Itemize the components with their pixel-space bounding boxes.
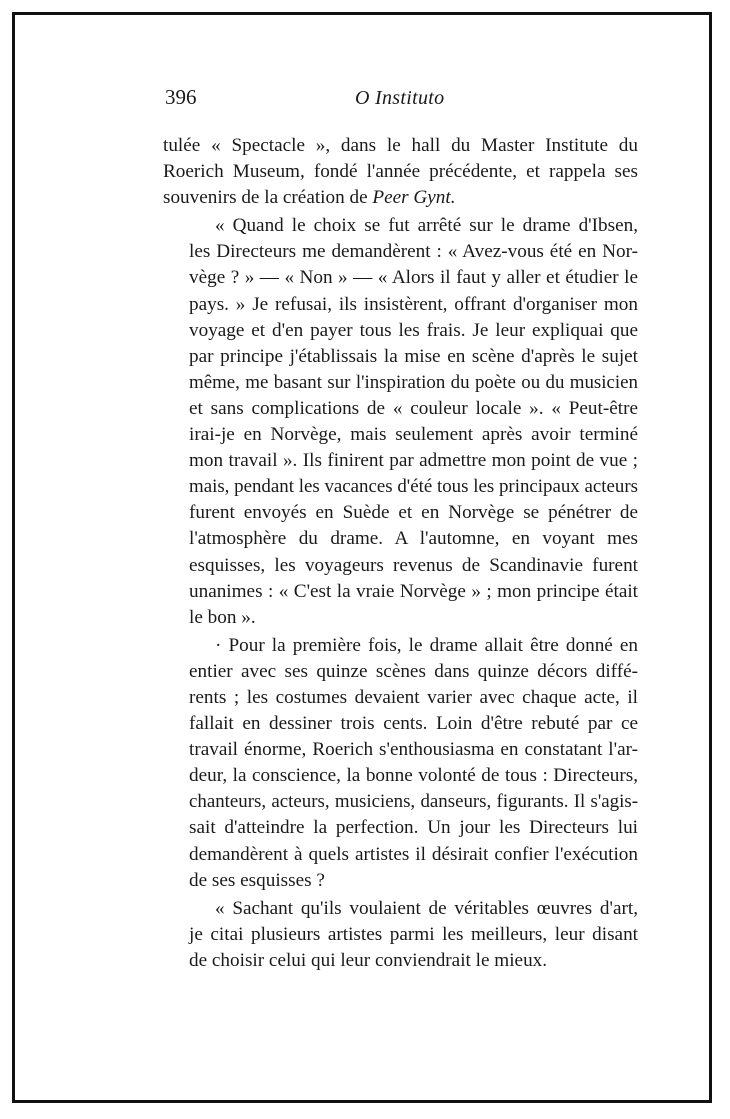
- paragraph-2: [163, 213, 638, 631]
- running-title: O Instituto: [355, 87, 445, 109]
- text-line: [163, 185, 638, 211]
- text-line: pays. » Je refusai, ils insistèrent, offrant d'organiser mon: [189, 293, 638, 315]
- paragraph-1: [163, 133, 638, 211]
- text-line: esquisses, les voyageurs revenus de Scandinavie furent: [189, 554, 638, 576]
- text-line: par principe j'établissais la mise en scène d'après le sujet: [189, 345, 638, 367]
- text-line: travail énorme, Roerich s'enthousiasma en constatant l'ar-: [189, 739, 638, 761]
- text-line: · Pour la première fois, le drame allait être donné en: [215, 634, 638, 656]
- text-line: voyage et d'en payer tous les frais. Je leur expliquai que: [189, 319, 638, 341]
- text-line: tulée « Spectacle », dans le hall du Master Institute du: [163, 135, 638, 156]
- text-line: de ses esquisses ?: [189, 869, 325, 891]
- text-line: unanimes : « C'est la vraie Norvège » ; mon principe était: [189, 580, 638, 602]
- page-number: 396: [165, 85, 197, 109]
- text-line: rents ; les costumes devaient varier avec chaque acte, il: [189, 686, 638, 708]
- text-line: le bon ».: [189, 606, 256, 628]
- text-line: furent envoyés en Suède et en Norvège se pénétrer de: [189, 502, 638, 524]
- text-line: irai-je en Norvège, mais seulement après avoir terminé: [189, 424, 638, 446]
- text-line: entier avec ses quinze scènes dans quinze décors diffé-: [189, 660, 638, 682]
- text-line: les Directeurs me demandèrent : « Avez-vous été en Nor-: [189, 241, 638, 263]
- text-line: mais, pendant les vacances d'été tous les principaux acteurs: [189, 476, 638, 498]
- text-line: sait d'atteindre la perfection. Un jour les Directeurs lui: [189, 817, 638, 839]
- text-line: vège ? » — « Non » — « Alors il faut y aller et étudier le: [189, 267, 638, 289]
- text-line: je citai plusieurs artistes parmi les meilleurs, leur disant: [189, 923, 638, 945]
- text-line: l'atmosphère du drame. A l'automne, en voyant mes: [189, 528, 638, 550]
- text-line: Roerich Museum, fondé l'année précédente, et rappela ses: [163, 161, 638, 183]
- text-line: mon travail ». Ils finirent par admettre mon point de vue ;: [189, 450, 638, 472]
- paragraph-3: [163, 633, 638, 894]
- page-header: [165, 85, 640, 113]
- text-line: même, me basant sur l'inspiration du poète ou du musicien: [189, 371, 638, 393]
- text-line: deur, la conscience, la bonne volonté de tous : Directeurs,: [189, 765, 638, 787]
- text-line-start: souvenirs de la création de: [163, 187, 373, 209]
- italic-title: Peer Gynt.: [372, 187, 456, 209]
- body-text: [163, 133, 638, 976]
- text-line: « Sachant qu'ils voulaient de véritables œuvres d'art,: [215, 897, 638, 919]
- text-line: chanteurs, acteurs, musiciens, danseurs, figurants. Il s'agis-: [189, 791, 638, 813]
- text-line: fallait en dessiner trois cents. Loin d'être rebuté par ce: [189, 713, 638, 735]
- text-line: demandèrent à quels artistes il désirait confier l'exécution: [189, 843, 638, 865]
- text-line: de choisir celui qui leur conviendrait le mieux.: [189, 949, 548, 971]
- paragraph-4: [163, 896, 638, 974]
- text-line: et sans complications de « couleur locale ». « Peut-être: [189, 397, 638, 419]
- text-line: « Quand le choix se fut arrêté sur le drame d'Ibsen,: [215, 215, 638, 237]
